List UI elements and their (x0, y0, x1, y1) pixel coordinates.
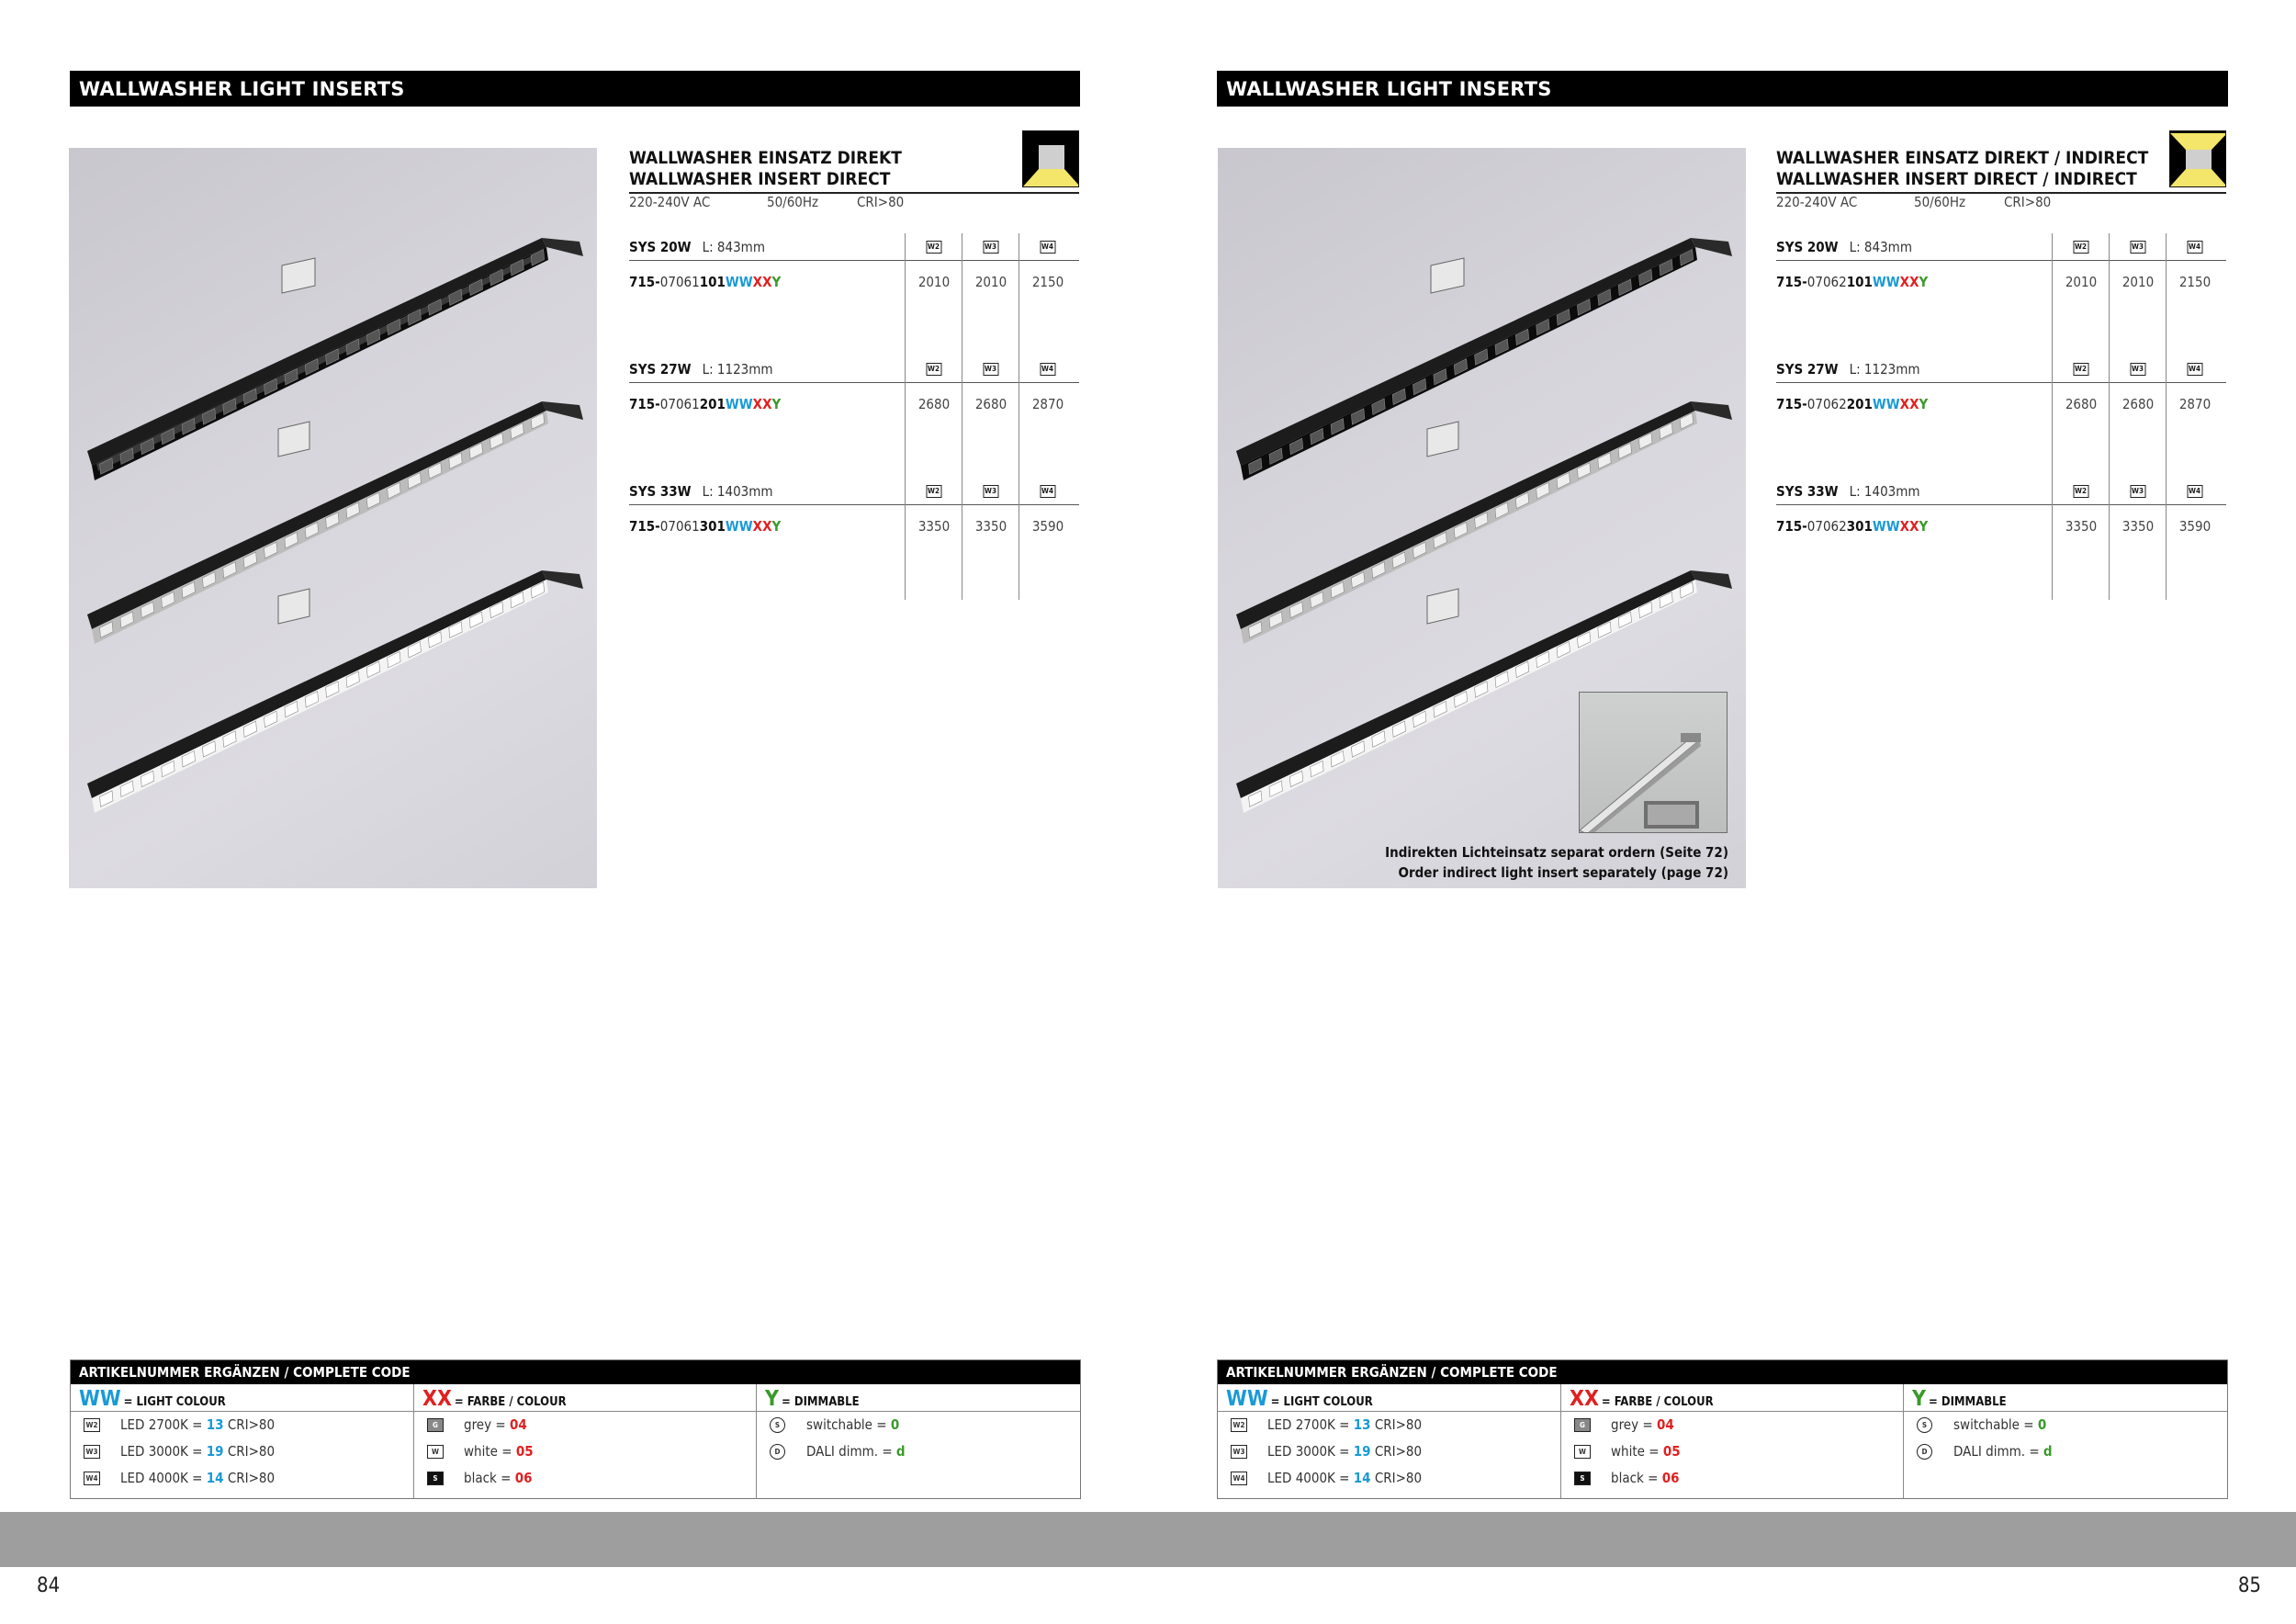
legend-g-icon: G (1574, 1418, 1591, 1432)
legend-column-xx (1560, 1384, 1903, 1498)
legend-item-code: 0 (890, 1416, 900, 1433)
article-series: 07062 (1806, 396, 1847, 412)
lumen-value: 2680 (974, 396, 1007, 412)
lumen-value: 2010 (2122, 274, 2155, 290)
legend-item-code: d (2043, 1443, 2053, 1460)
inset-note-en: Order indirect light insert separately (page 72) (1398, 864, 1728, 881)
article-code: 201 (699, 396, 726, 412)
product-block (629, 148, 1079, 535)
system-wattage: SYS 20W (1776, 239, 1839, 255)
frequency: 50/60Hz (767, 194, 819, 210)
light-colour-w4-icon: W4 (1040, 241, 1055, 254)
legend-item-text: LED 4000K = (1267, 1470, 1354, 1486)
wallwasher-direct-indirect-icon (2169, 130, 2226, 187)
article-series: 07061 (659, 274, 700, 290)
system-length: L: 1403mm (1849, 483, 1920, 500)
lumen-value: 2870 (1031, 396, 1064, 412)
legend-item (71, 1465, 413, 1492)
legend-s-icon: S (1917, 1417, 1932, 1433)
legend-item-code: 19 (206, 1443, 224, 1460)
article-number (629, 390, 781, 418)
system-table (1776, 233, 2226, 600)
product-block (1776, 148, 2226, 535)
system-row-block (629, 233, 1079, 355)
legend-item-text: grey = (1611, 1416, 1657, 1433)
lumen-value: 2150 (1031, 274, 1064, 290)
system-table (629, 233, 1079, 600)
article-code: 101 (699, 274, 726, 290)
legend-item-code: 14 (1353, 1470, 1371, 1486)
legend-d-icon: D (1917, 1444, 1932, 1460)
section-banner: WALLWASHER LIGHT INSERTS (70, 71, 1080, 107)
light-colour-w4-icon: W4 (2187, 485, 2202, 498)
product-photo (1218, 148, 1746, 888)
legend-key: XX (422, 1387, 452, 1411)
light-colour-w4-icon: W4 (1040, 485, 1055, 498)
legend-column-y (1903, 1384, 2227, 1498)
lumen-value: 3590 (1031, 518, 1064, 535)
legend-w4-icon: W4 (84, 1472, 100, 1485)
lumen-value: 2870 (2178, 396, 2212, 412)
legend-s-icon: S (1574, 1472, 1591, 1485)
lumen-column (962, 355, 1019, 478)
light-colour-w4-icon: W4 (1040, 363, 1055, 376)
lumen-column (2052, 233, 2109, 355)
product-spec (629, 194, 904, 210)
legend-label: = FARBE / COLOUR (454, 1395, 567, 1409)
code-ww: WW (725, 396, 753, 412)
legend-key: Y (765, 1387, 779, 1411)
legend-column-header (1904, 1384, 2227, 1412)
lumen-value: 2680 (2065, 396, 2098, 412)
system-length: L: 843mm (1849, 239, 1912, 255)
system-wattage: SYS 33W (1776, 483, 1839, 500)
product-title-en: WALLWASHER INSERT DIRECT (629, 169, 891, 189)
code-ww: WW (725, 274, 753, 290)
legend-w-icon: W (1574, 1445, 1591, 1459)
lumen-value: 3590 (2178, 518, 2212, 535)
legend-item-tail: CRI>80 (1370, 1470, 1423, 1486)
legend-item-code: 13 (1353, 1416, 1371, 1433)
legend-item-text: white = (1611, 1443, 1663, 1460)
legend-item-code: 19 (1353, 1443, 1371, 1460)
legend-item (71, 1412, 413, 1438)
article-number (1776, 268, 1928, 296)
light-colour-w3-icon: W3 (983, 241, 998, 254)
legend-item-code: 04 (1656, 1416, 1674, 1433)
legend-item-text: LED 4000K = (120, 1470, 207, 1486)
article-series: 07062 (1806, 518, 1847, 535)
wallwasher-direct-icon (1022, 130, 1079, 187)
product-photo (69, 148, 597, 888)
legend-header: ARTIKELNUMMER ERGÄNZEN / COMPLETE CODE (1218, 1360, 2227, 1384)
legend-item-code: 13 (206, 1416, 224, 1433)
legend-item (1904, 1438, 2227, 1465)
light-colour-w2-icon: W2 (2073, 241, 2088, 254)
legend-item (1904, 1412, 2227, 1438)
lumen-value: 2010 (2065, 274, 2098, 290)
code-y: Y (771, 396, 782, 412)
legend-item (1218, 1412, 1560, 1438)
code-xx: XX (752, 396, 772, 412)
system-row-block (629, 478, 1079, 600)
light-colour-w3-icon: W3 (983, 363, 998, 376)
article-prefix: 715- (629, 274, 660, 290)
legend-item-text: switchable = (806, 1416, 891, 1433)
inset-note-de: Indirekten Lichteinsatz separat ordern (Seite 72) (1385, 844, 1728, 861)
light-colour-w3-icon: W3 (983, 485, 998, 498)
article-series: 07061 (659, 396, 700, 412)
legend-column-header (414, 1384, 756, 1412)
legend-w3-icon: W3 (84, 1445, 100, 1459)
legend-label: = LIGHT COLOUR (1270, 1395, 1373, 1409)
page-number-left: 84 (37, 1574, 61, 1597)
legend-item (414, 1438, 756, 1465)
legend-columns (1218, 1384, 2227, 1498)
legend-item-code: d (895, 1443, 906, 1460)
article-prefix: 715- (1776, 274, 1807, 290)
code-ww: WW (1872, 396, 1900, 412)
legend-key: WW (1226, 1387, 1268, 1411)
article-code: 101 (1846, 274, 1873, 290)
lumen-column (962, 478, 1019, 600)
indirect-insert-inset-photo (1579, 692, 1728, 833)
article-number (1776, 390, 1928, 418)
lumen-column (905, 233, 962, 355)
legend-column-y (756, 1384, 1080, 1498)
legend-item (757, 1438, 1080, 1465)
light-colour-w2-icon: W2 (2073, 485, 2088, 498)
article-number (629, 513, 781, 540)
article-code: 201 (1846, 396, 1873, 412)
code-ww: WW (1872, 274, 1900, 290)
legend-w3-icon: W3 (1231, 1445, 1247, 1459)
legend-item-tail: CRI>80 (223, 1470, 276, 1486)
article-number (629, 268, 781, 296)
legend-item (71, 1438, 413, 1465)
legend-item-code: 14 (206, 1470, 224, 1486)
system-length: L: 843mm (702, 239, 765, 255)
legend-label: = DIMMABLE (781, 1395, 860, 1409)
legend-item-text: LED 2700K = (1267, 1416, 1354, 1433)
legend-g-icon: G (427, 1418, 444, 1432)
legend-item (1561, 1465, 1903, 1492)
lumen-column (2109, 355, 2166, 478)
legend-label: = LIGHT COLOUR (123, 1395, 226, 1409)
legend-item-text: LED 2700K = (120, 1416, 207, 1433)
article-prefix: 715- (1776, 518, 1807, 535)
legend-item-text: black = (1611, 1470, 1662, 1486)
legend-item (414, 1465, 756, 1492)
article-prefix: 715- (629, 396, 660, 412)
code-legend (70, 1359, 1081, 1499)
footer-bar (0, 1512, 2296, 1567)
legend-item-text: LED 3000K = (120, 1443, 207, 1460)
lumen-column (1019, 355, 1075, 478)
legend-key: Y (1912, 1387, 1926, 1411)
code-ww: WW (725, 518, 753, 535)
product-title-de: WALLWASHER EINSATZ DIREKT (629, 148, 902, 168)
lumen-column (2166, 355, 2223, 478)
lumen-column (2052, 478, 2109, 600)
legend-item-text: black = (464, 1470, 515, 1486)
system-length: L: 1123mm (1849, 361, 1920, 378)
legend-column-header (1218, 1384, 1560, 1412)
legend-header: ARTIKELNUMMER ERGÄNZEN / COMPLETE CODE (71, 1360, 1080, 1384)
legend-item-code: 05 (515, 1443, 534, 1460)
legend-item-tail: CRI>80 (223, 1443, 276, 1460)
system-wattage: SYS 33W (629, 483, 692, 500)
legend-item-text: DALI dimm. = (1953, 1443, 2043, 1460)
lumen-column (2109, 233, 2166, 355)
system-row-block (629, 355, 1079, 478)
code-legend (1217, 1359, 2228, 1499)
legend-label: = FARBE / COLOUR (1601, 1395, 1714, 1409)
light-colour-w3-icon: W3 (2130, 241, 2145, 254)
system-wattage: SYS 20W (629, 239, 692, 255)
light-colour-w3-icon: W3 (2130, 363, 2145, 376)
lumen-column (1019, 233, 1075, 355)
light-colour-w3-icon: W3 (2130, 485, 2145, 498)
luminaire-illustration (69, 148, 597, 888)
page-number-right: 85 (2237, 1574, 2261, 1597)
page-right (1148, 0, 2296, 1624)
legend-key: WW (79, 1387, 121, 1411)
product-title-en: WALLWASHER INSERT DIRECT / INDIRECT (1776, 169, 2137, 189)
legend-item (1218, 1465, 1560, 1492)
legend-w2-icon: W2 (1231, 1418, 1247, 1432)
code-y: Y (771, 518, 782, 535)
article-code: 301 (699, 518, 726, 535)
system-row-block (1776, 478, 2226, 600)
article-prefix: 715- (629, 518, 660, 535)
legend-item (757, 1412, 1080, 1438)
code-xx: XX (752, 518, 772, 535)
legend-item (1561, 1438, 1903, 1465)
legend-key: XX (1570, 1387, 1599, 1411)
legend-d-icon: D (770, 1444, 785, 1460)
voltage: 220-240V AC (1776, 194, 1858, 210)
lumen-value: 2680 (2122, 396, 2155, 412)
legend-item-text: LED 3000K = (1267, 1443, 1354, 1460)
article-series: 07061 (659, 518, 700, 535)
code-xx: XX (752, 274, 772, 290)
lumen-column (2052, 355, 2109, 478)
section-banner: WALLWASHER LIGHT INSERTS (1217, 71, 2228, 107)
lumen-value: 2680 (917, 396, 951, 412)
light-colour-w2-icon: W2 (926, 485, 941, 498)
lumen-column (1019, 478, 1075, 600)
legend-item-code: 0 (2037, 1416, 2047, 1433)
lumen-value: 3350 (2122, 518, 2155, 535)
system-row-block (1776, 233, 2226, 355)
legend-item-tail: CRI>80 (223, 1416, 276, 1433)
system-length: L: 1123mm (702, 361, 773, 378)
light-colour-w2-icon: W2 (926, 363, 941, 376)
lumen-column (2166, 233, 2223, 355)
product-spec (1776, 194, 2051, 210)
legend-item-tail: CRI>80 (1370, 1416, 1423, 1433)
light-colour-w4-icon: W4 (2187, 363, 2202, 376)
lumen-column (962, 233, 1019, 355)
article-prefix: 715- (1776, 396, 1807, 412)
legend-item-code: 06 (1661, 1470, 1680, 1486)
legend-w2-icon: W2 (84, 1418, 100, 1432)
code-xx: XX (1899, 518, 1919, 535)
legend-column-header (1561, 1384, 1903, 1412)
legend-item-tail: CRI>80 (1370, 1443, 1423, 1460)
lumen-value: 3350 (2065, 518, 2098, 535)
legend-item (1561, 1412, 1903, 1438)
code-ww: WW (1872, 518, 1900, 535)
light-colour-w2-icon: W2 (2073, 363, 2088, 376)
legend-label: = DIMMABLE (1928, 1395, 2007, 1409)
voltage: 220-240V AC (629, 194, 711, 210)
system-wattage: SYS 27W (629, 361, 692, 378)
cri: CRI>80 (857, 194, 905, 210)
legend-item (1218, 1438, 1560, 1465)
legend-columns (71, 1384, 1080, 1498)
lumen-value: 3350 (974, 518, 1007, 535)
legend-item (414, 1412, 756, 1438)
legend-item-text: DALI dimm. = (806, 1443, 896, 1460)
cri: CRI>80 (2004, 194, 2052, 210)
system-row-block (1776, 355, 2226, 478)
article-series: 07062 (1806, 274, 1847, 290)
lumen-value: 3350 (917, 518, 951, 535)
legend-item-code: 04 (509, 1416, 527, 1433)
frequency: 50/60Hz (1914, 194, 1966, 210)
legend-column-ww (71, 1384, 413, 1498)
light-colour-w4-icon: W4 (2187, 241, 2202, 254)
legend-item-code: 05 (1662, 1443, 1681, 1460)
legend-s-icon: S (770, 1417, 785, 1433)
legend-w4-icon: W4 (1231, 1472, 1247, 1485)
legend-w-icon: W (427, 1445, 444, 1459)
lumen-value: 2010 (917, 274, 951, 290)
inset-note (1385, 842, 1728, 883)
legend-column-header (757, 1384, 1080, 1412)
code-xx: XX (1899, 396, 1919, 412)
code-xx: XX (1899, 274, 1919, 290)
article-number (1776, 513, 1928, 540)
lumen-column (905, 478, 962, 600)
lumen-value: 2150 (2178, 274, 2212, 290)
article-code: 301 (1846, 518, 1873, 535)
lumen-column (2109, 478, 2166, 600)
system-length: L: 1403mm (702, 483, 773, 500)
code-y: Y (1919, 396, 1929, 412)
lumen-value: 2010 (974, 274, 1007, 290)
legend-column-ww (1218, 1384, 1560, 1498)
lumen-column (905, 355, 962, 478)
code-y: Y (1919, 518, 1929, 535)
system-wattage: SYS 27W (1776, 361, 1839, 378)
legend-item-text: grey = (464, 1416, 510, 1433)
legend-item-text: switchable = (1953, 1416, 2038, 1433)
product-title-de: WALLWASHER EINSATZ DIREKT / INDIRECT (1776, 148, 2149, 168)
legend-column-xx (413, 1384, 756, 1498)
code-y: Y (771, 274, 782, 290)
legend-item-text: white = (464, 1443, 516, 1460)
code-y: Y (1919, 274, 1929, 290)
lumen-column (2166, 478, 2223, 600)
legend-s-icon: S (427, 1472, 444, 1485)
legend-column-header (71, 1384, 413, 1412)
legend-item-code: 06 (514, 1470, 533, 1486)
light-colour-w2-icon: W2 (926, 241, 941, 254)
